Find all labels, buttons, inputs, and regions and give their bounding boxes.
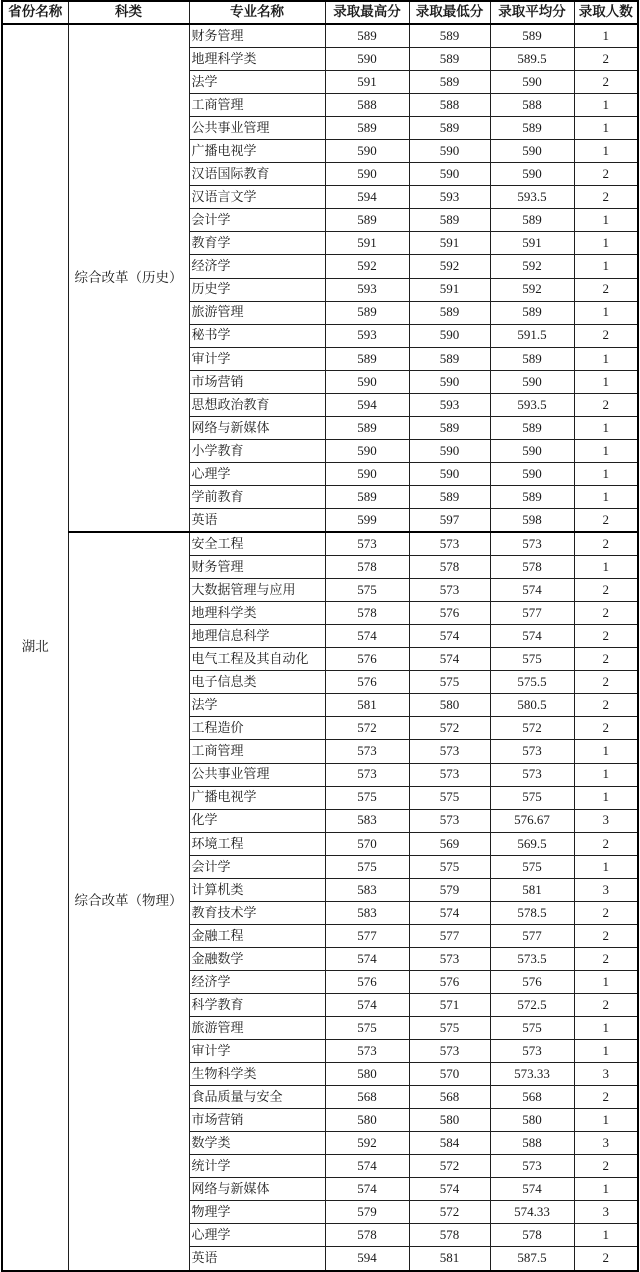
count-cell: 2	[574, 947, 638, 970]
count-cell: 3	[574, 1063, 638, 1086]
count-cell: 1	[574, 347, 638, 370]
major-cell: 安全工程	[189, 532, 325, 556]
avg-score-cell: 573.5	[490, 947, 574, 970]
count-cell: 1	[574, 1178, 638, 1201]
max-score-cell: 594	[325, 1247, 409, 1271]
avg-score-cell: 573	[490, 763, 574, 786]
major-cell: 小学教育	[189, 439, 325, 462]
header-major: 专业名称	[189, 1, 325, 24]
major-cell: 法学	[189, 694, 325, 717]
max-score-cell: 590	[325, 163, 409, 186]
count-cell: 1	[574, 970, 638, 993]
avg-score-cell: 573	[490, 1040, 574, 1063]
avg-score-cell: 575	[490, 855, 574, 878]
major-cell: 学前教育	[189, 485, 325, 508]
avg-score-cell: 587.5	[490, 1247, 574, 1271]
count-cell: 2	[574, 278, 638, 301]
major-cell: 经济学	[189, 970, 325, 993]
min-score-cell: 593	[409, 393, 490, 416]
major-cell: 网络与新媒体	[189, 416, 325, 439]
avg-score-cell: 589	[490, 485, 574, 508]
max-score-cell: 575	[325, 786, 409, 809]
avg-score-cell: 578	[490, 556, 574, 579]
avg-score-cell: 589	[490, 416, 574, 439]
table-row	[2, 24, 638, 48]
max-score-cell: 576	[325, 970, 409, 993]
max-score-cell: 572	[325, 717, 409, 740]
count-cell: 2	[574, 648, 638, 671]
count-cell: 2	[574, 393, 638, 416]
count-cell: 2	[574, 832, 638, 855]
min-score-cell: 576	[409, 602, 490, 625]
max-score-cell: 573	[325, 1040, 409, 1063]
major-cell: 工商管理	[189, 94, 325, 117]
min-score-cell: 573	[409, 809, 490, 832]
min-score-cell: 573	[409, 532, 490, 556]
min-score-cell: 569	[409, 832, 490, 855]
major-cell: 审计学	[189, 347, 325, 370]
max-score-cell: 590	[325, 48, 409, 71]
count-cell: 1	[574, 416, 638, 439]
count-cell: 1	[574, 462, 638, 485]
min-score-cell: 573	[409, 763, 490, 786]
min-score-cell: 572	[409, 717, 490, 740]
min-score-cell: 584	[409, 1132, 490, 1155]
min-score-cell: 575	[409, 855, 490, 878]
min-score-cell: 574	[409, 901, 490, 924]
min-score-cell: 597	[409, 508, 490, 532]
max-score-cell: 583	[325, 809, 409, 832]
min-score-cell: 572	[409, 1201, 490, 1224]
category-cell: 综合改革（历史）	[68, 24, 189, 532]
min-score-cell: 579	[409, 878, 490, 901]
avg-score-cell: 575	[490, 1017, 574, 1040]
count-cell: 2	[574, 602, 638, 625]
min-score-cell: 576	[409, 970, 490, 993]
major-cell: 汉语国际教育	[189, 163, 325, 186]
count-cell: 1	[574, 301, 638, 324]
max-score-cell: 588	[325, 94, 409, 117]
min-score-cell: 568	[409, 1086, 490, 1109]
min-score-cell: 590	[409, 370, 490, 393]
count-cell: 1	[574, 117, 638, 140]
major-cell: 汉语言文学	[189, 186, 325, 209]
avg-score-cell: 573	[490, 532, 574, 556]
avg-score-cell: 589	[490, 24, 574, 48]
count-cell: 1	[574, 24, 638, 48]
count-cell: 1	[574, 786, 638, 809]
min-score-cell: 570	[409, 1063, 490, 1086]
count-cell: 1	[574, 209, 638, 232]
major-cell: 教育学	[189, 232, 325, 255]
avg-score-cell: 588	[490, 1132, 574, 1155]
major-cell: 地理科学类	[189, 48, 325, 71]
major-cell: 广播电视学	[189, 140, 325, 163]
max-score-cell: 578	[325, 602, 409, 625]
major-cell: 化学	[189, 809, 325, 832]
major-cell: 会计学	[189, 855, 325, 878]
avg-score-cell: 588	[490, 94, 574, 117]
max-score-cell: 591	[325, 232, 409, 255]
max-score-cell: 575	[325, 579, 409, 602]
avg-score-cell: 590	[490, 140, 574, 163]
min-score-cell: 578	[409, 1224, 490, 1247]
major-cell: 历史学	[189, 278, 325, 301]
max-score-cell: 599	[325, 508, 409, 532]
major-cell: 财务管理	[189, 556, 325, 579]
max-score-cell: 568	[325, 1086, 409, 1109]
major-cell: 心理学	[189, 462, 325, 485]
avg-score-cell: 574	[490, 1178, 574, 1201]
max-score-cell: 577	[325, 924, 409, 947]
count-cell: 2	[574, 163, 638, 186]
min-score-cell: 580	[409, 694, 490, 717]
count-cell: 1	[574, 763, 638, 786]
min-score-cell: 577	[409, 924, 490, 947]
avg-score-cell: 580	[490, 1109, 574, 1132]
count-cell: 2	[574, 993, 638, 1016]
min-score-cell: 589	[409, 71, 490, 94]
avg-score-cell: 575	[490, 648, 574, 671]
count-cell: 2	[574, 924, 638, 947]
avg-score-cell: 591.5	[490, 324, 574, 347]
avg-score-cell: 593.5	[490, 186, 574, 209]
avg-score-cell: 580.5	[490, 694, 574, 717]
max-score-cell: 574	[325, 1178, 409, 1201]
count-cell: 1	[574, 556, 638, 579]
major-cell: 工程造价	[189, 717, 325, 740]
major-cell: 计算机类	[189, 878, 325, 901]
count-cell: 2	[574, 1247, 638, 1271]
max-score-cell: 573	[325, 532, 409, 556]
max-score-cell: 593	[325, 278, 409, 301]
major-cell: 数学类	[189, 1132, 325, 1155]
max-score-cell: 574	[325, 625, 409, 648]
avg-score-cell: 575.5	[490, 671, 574, 694]
min-score-cell: 580	[409, 1109, 490, 1132]
major-cell: 市场营销	[189, 370, 325, 393]
max-score-cell: 589	[325, 117, 409, 140]
count-cell: 2	[574, 901, 638, 924]
count-cell: 2	[574, 1155, 638, 1178]
count-cell: 1	[574, 1109, 638, 1132]
min-score-cell: 589	[409, 301, 490, 324]
major-cell: 公共事业管理	[189, 117, 325, 140]
avg-score-cell: 572.5	[490, 993, 574, 1016]
major-cell: 法学	[189, 71, 325, 94]
max-score-cell: 575	[325, 855, 409, 878]
min-score-cell: 591	[409, 232, 490, 255]
major-cell: 地理信息科学	[189, 625, 325, 648]
min-score-cell: 575	[409, 786, 490, 809]
avg-score-cell: 593.5	[490, 393, 574, 416]
avg-score-cell: 574	[490, 625, 574, 648]
min-score-cell: 589	[409, 416, 490, 439]
max-score-cell: 589	[325, 24, 409, 48]
count-cell: 2	[574, 71, 638, 94]
admission-score-table	[1, 0, 639, 1272]
min-score-cell: 574	[409, 625, 490, 648]
avg-score-cell: 592	[490, 255, 574, 278]
major-cell: 会计学	[189, 209, 325, 232]
count-cell: 1	[574, 232, 638, 255]
header-avg-score: 录取平均分	[490, 1, 574, 24]
major-cell: 英语	[189, 508, 325, 532]
max-score-cell: 576	[325, 671, 409, 694]
count-cell: 1	[574, 439, 638, 462]
min-score-cell: 590	[409, 140, 490, 163]
max-score-cell: 591	[325, 71, 409, 94]
count-cell: 1	[574, 370, 638, 393]
max-score-cell: 589	[325, 209, 409, 232]
avg-score-cell: 598	[490, 508, 574, 532]
count-cell: 1	[574, 1017, 638, 1040]
major-cell: 教育技术学	[189, 901, 325, 924]
max-score-cell: 570	[325, 832, 409, 855]
max-score-cell: 579	[325, 1201, 409, 1224]
count-cell: 1	[574, 1040, 638, 1063]
table-body	[2, 24, 638, 1271]
avg-score-cell: 590	[490, 439, 574, 462]
major-cell: 金融数学	[189, 947, 325, 970]
min-score-cell: 589	[409, 48, 490, 71]
count-cell: 3	[574, 1201, 638, 1224]
min-score-cell: 575	[409, 1017, 490, 1040]
major-cell: 旅游管理	[189, 301, 325, 324]
major-cell: 旅游管理	[189, 1017, 325, 1040]
header-min-score: 录取最低分	[409, 1, 490, 24]
count-cell: 2	[574, 508, 638, 532]
avg-score-cell: 581	[490, 878, 574, 901]
min-score-cell: 574	[409, 1178, 490, 1201]
header-province: 省份名称	[2, 1, 68, 24]
major-cell: 食品质量与安全	[189, 1086, 325, 1109]
count-cell: 3	[574, 1132, 638, 1155]
max-score-cell: 574	[325, 993, 409, 1016]
avg-score-cell: 575	[490, 786, 574, 809]
major-cell: 科学教育	[189, 993, 325, 1016]
min-score-cell: 589	[409, 485, 490, 508]
count-cell: 2	[574, 579, 638, 602]
avg-score-cell: 574	[490, 579, 574, 602]
major-cell: 思想政治教育	[189, 393, 325, 416]
header-category: 科类	[68, 1, 189, 24]
min-score-cell: 573	[409, 579, 490, 602]
min-score-cell: 571	[409, 993, 490, 1016]
min-score-cell: 589	[409, 117, 490, 140]
count-cell: 1	[574, 1224, 638, 1247]
major-cell: 秘书学	[189, 324, 325, 347]
max-score-cell: 578	[325, 556, 409, 579]
avg-score-cell: 574.33	[490, 1201, 574, 1224]
max-score-cell: 573	[325, 740, 409, 763]
max-score-cell: 580	[325, 1109, 409, 1132]
major-cell: 公共事业管理	[189, 763, 325, 786]
min-score-cell: 573	[409, 740, 490, 763]
major-cell: 地理科学类	[189, 602, 325, 625]
count-cell: 1	[574, 94, 638, 117]
avg-score-cell: 577	[490, 602, 574, 625]
avg-score-cell: 589	[490, 347, 574, 370]
max-score-cell: 590	[325, 439, 409, 462]
avg-score-cell: 590	[490, 462, 574, 485]
major-cell: 财务管理	[189, 24, 325, 48]
max-score-cell: 574	[325, 1155, 409, 1178]
count-cell: 1	[574, 855, 638, 878]
count-cell: 2	[574, 717, 638, 740]
count-cell: 2	[574, 48, 638, 71]
min-score-cell: 575	[409, 671, 490, 694]
count-cell: 1	[574, 255, 638, 278]
min-score-cell: 589	[409, 209, 490, 232]
major-cell: 金融工程	[189, 924, 325, 947]
min-score-cell: 590	[409, 324, 490, 347]
major-cell: 电气工程及其自动化	[189, 648, 325, 671]
count-cell: 2	[574, 186, 638, 209]
min-score-cell: 589	[409, 24, 490, 48]
count-cell: 2	[574, 532, 638, 556]
count-cell: 1	[574, 485, 638, 508]
max-score-cell: 589	[325, 347, 409, 370]
max-score-cell: 576	[325, 648, 409, 671]
min-score-cell: 588	[409, 94, 490, 117]
major-cell: 英语	[189, 1247, 325, 1271]
major-cell: 工商管理	[189, 740, 325, 763]
avg-score-cell: 577	[490, 924, 574, 947]
major-cell: 生物科学类	[189, 1063, 325, 1086]
max-score-cell: 594	[325, 393, 409, 416]
min-score-cell: 591	[409, 278, 490, 301]
avg-score-cell: 591	[490, 232, 574, 255]
min-score-cell: 573	[409, 1040, 490, 1063]
major-cell: 审计学	[189, 1040, 325, 1063]
avg-score-cell: 589	[490, 209, 574, 232]
min-score-cell: 590	[409, 439, 490, 462]
major-cell: 大数据管理与应用	[189, 579, 325, 602]
count-cell: 3	[574, 878, 638, 901]
major-cell: 心理学	[189, 1224, 325, 1247]
major-cell: 电子信息类	[189, 671, 325, 694]
count-cell: 2	[574, 1086, 638, 1109]
major-cell: 物理学	[189, 1201, 325, 1224]
max-score-cell: 580	[325, 1063, 409, 1086]
avg-score-cell: 576	[490, 970, 574, 993]
province-cell: 湖北	[2, 24, 68, 1271]
min-score-cell: 590	[409, 462, 490, 485]
major-cell: 市场营销	[189, 1109, 325, 1132]
avg-score-cell: 590	[490, 71, 574, 94]
min-score-cell: 590	[409, 163, 490, 186]
avg-score-cell: 592	[490, 278, 574, 301]
avg-score-cell: 573	[490, 740, 574, 763]
max-score-cell: 590	[325, 370, 409, 393]
major-cell: 经济学	[189, 255, 325, 278]
major-cell: 环境工程	[189, 832, 325, 855]
min-score-cell: 593	[409, 186, 490, 209]
max-score-cell: 593	[325, 324, 409, 347]
count-cell: 2	[574, 324, 638, 347]
max-score-cell: 589	[325, 485, 409, 508]
count-cell: 2	[574, 625, 638, 648]
count-cell: 2	[574, 694, 638, 717]
avg-score-cell: 568	[490, 1086, 574, 1109]
major-cell: 统计学	[189, 1155, 325, 1178]
max-score-cell: 592	[325, 255, 409, 278]
min-score-cell: 578	[409, 556, 490, 579]
max-score-cell: 581	[325, 694, 409, 717]
min-score-cell: 574	[409, 648, 490, 671]
header-max-score: 录取最高分	[325, 1, 409, 24]
avg-score-cell: 569.5	[490, 832, 574, 855]
min-score-cell: 581	[409, 1247, 490, 1271]
header-admit-count: 录取人数	[574, 1, 638, 24]
count-cell: 1	[574, 740, 638, 763]
major-cell: 广播电视学	[189, 786, 325, 809]
max-score-cell: 592	[325, 1132, 409, 1155]
header-row	[2, 1, 638, 24]
avg-score-cell: 578	[490, 1224, 574, 1247]
avg-score-cell: 590	[490, 163, 574, 186]
avg-score-cell: 578.5	[490, 901, 574, 924]
count-cell: 3	[574, 809, 638, 832]
max-score-cell: 589	[325, 301, 409, 324]
min-score-cell: 589	[409, 347, 490, 370]
count-cell: 1	[574, 140, 638, 163]
count-cell: 2	[574, 671, 638, 694]
avg-score-cell: 573.33	[490, 1063, 574, 1086]
avg-score-cell: 573	[490, 1155, 574, 1178]
max-score-cell: 573	[325, 763, 409, 786]
major-cell: 网络与新媒体	[189, 1178, 325, 1201]
max-score-cell: 575	[325, 1017, 409, 1040]
min-score-cell: 592	[409, 255, 490, 278]
max-score-cell: 578	[325, 1224, 409, 1247]
max-score-cell: 574	[325, 947, 409, 970]
min-score-cell: 573	[409, 947, 490, 970]
max-score-cell: 583	[325, 901, 409, 924]
max-score-cell: 583	[325, 878, 409, 901]
avg-score-cell: 576.67	[490, 809, 574, 832]
avg-score-cell: 590	[490, 370, 574, 393]
avg-score-cell: 589	[490, 301, 574, 324]
avg-score-cell: 589.5	[490, 48, 574, 71]
max-score-cell: 594	[325, 186, 409, 209]
max-score-cell: 589	[325, 416, 409, 439]
avg-score-cell: 572	[490, 717, 574, 740]
max-score-cell: 590	[325, 140, 409, 163]
avg-score-cell: 589	[490, 117, 574, 140]
min-score-cell: 572	[409, 1155, 490, 1178]
max-score-cell: 590	[325, 462, 409, 485]
category-cell: 综合改革（物理）	[68, 532, 189, 1271]
table-row	[2, 532, 638, 556]
